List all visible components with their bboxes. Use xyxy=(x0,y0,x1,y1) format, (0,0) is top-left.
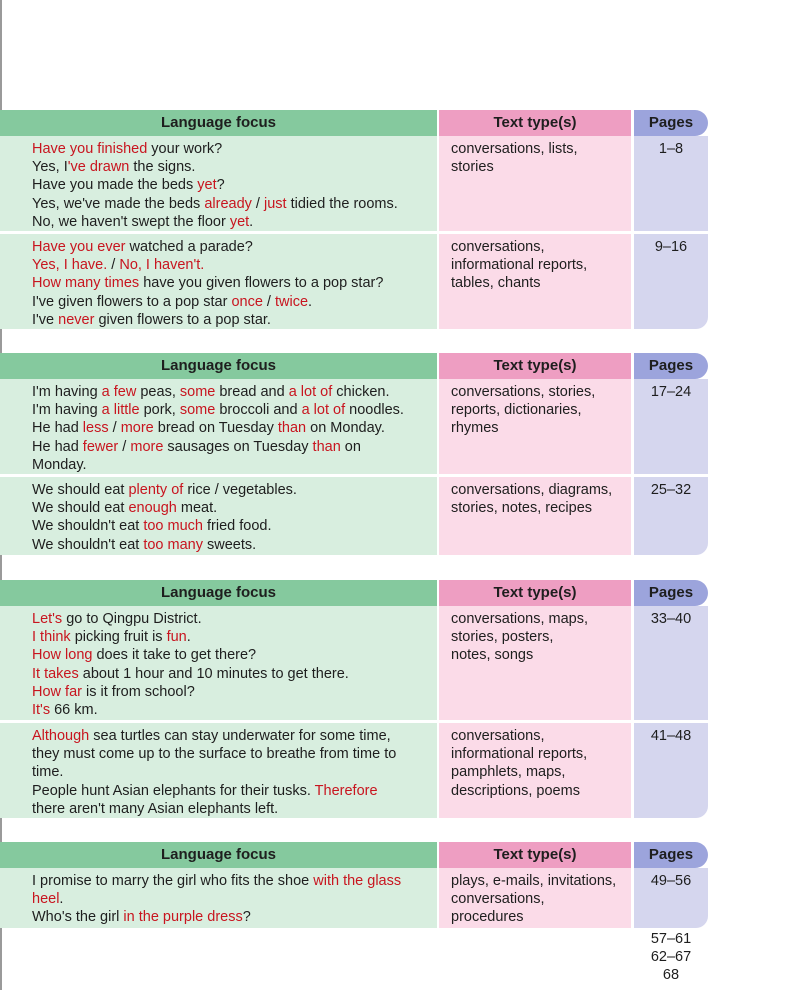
text-types-cell xyxy=(439,868,631,928)
table-row xyxy=(0,868,708,928)
plain-text: No, we haven't swept the floor xyxy=(32,213,230,230)
plain-text: ? xyxy=(216,177,225,194)
focus-line xyxy=(32,274,433,292)
focus-line xyxy=(32,438,433,456)
focus-line xyxy=(32,401,433,419)
focus-line xyxy=(32,238,433,256)
plain-text: on Monday. xyxy=(306,420,385,437)
highlighted-phrase: less xyxy=(82,420,109,437)
highlighted-phrase: Although xyxy=(32,728,90,744)
focus-line xyxy=(32,890,433,908)
text-type-line: descriptions, poems xyxy=(451,782,580,799)
text-types-cell xyxy=(439,234,631,329)
pages-cell: 41–48 xyxy=(634,723,708,818)
highlighted-phrase: How far xyxy=(32,683,82,700)
header-pages: Pages xyxy=(634,110,708,136)
plain-text: / xyxy=(108,420,121,437)
plain-text: We should eat xyxy=(32,482,129,498)
plain-text: bread on Tuesday xyxy=(153,420,278,437)
text-type-line: informational reports, xyxy=(451,257,588,274)
focus-line xyxy=(32,628,433,646)
language-focus-cell xyxy=(0,234,437,329)
highlighted-phrase: I think xyxy=(32,629,71,646)
focus-line xyxy=(32,872,433,890)
language-focus-cell xyxy=(0,606,437,720)
plain-text: We shouldn't eat xyxy=(32,518,144,535)
highlighted-phrase: 've drawn xyxy=(67,159,130,176)
focus-line xyxy=(32,800,433,818)
table-header xyxy=(0,580,708,606)
pages-cell: 9–16 xyxy=(634,234,708,329)
highlighted-phrase: more xyxy=(120,420,154,437)
extra-pages xyxy=(634,930,708,984)
highlighted-phrase: once xyxy=(231,293,263,310)
text-types-cell xyxy=(439,136,631,231)
plain-text: / xyxy=(118,438,131,455)
highlighted-phrase: plenty of xyxy=(128,482,184,498)
highlighted-phrase: some xyxy=(179,384,216,400)
focus-line xyxy=(32,683,433,701)
focus-line xyxy=(32,763,433,781)
table-header xyxy=(0,353,708,379)
plain-text: Yes, I xyxy=(32,159,68,176)
plain-text: tidied the rooms. xyxy=(286,195,398,212)
focus-line xyxy=(32,517,433,535)
plain-text: meat. xyxy=(176,500,218,517)
highlighted-phrase: never xyxy=(58,311,95,328)
focus-line xyxy=(32,311,433,329)
plain-text: / xyxy=(107,257,120,274)
text-type-line: conversations, lists, xyxy=(451,141,578,157)
text-type-line: conversations, xyxy=(451,891,545,908)
plain-text: He had xyxy=(32,420,83,437)
plain-text: We should eat xyxy=(32,500,129,517)
header-text-types: Text type(s) xyxy=(439,842,631,868)
header-text-types: Text type(s) xyxy=(439,580,631,606)
plain-text: on xyxy=(340,438,361,455)
language-focus-cell xyxy=(0,379,437,474)
highlighted-phrase: in the purple dress xyxy=(123,909,243,926)
pages-cell: 25–32 xyxy=(634,477,708,555)
highlighted-phrase: enough xyxy=(128,500,177,517)
plain-text: sweets. xyxy=(202,536,257,553)
header-pages: Pages xyxy=(634,353,708,379)
extra-pages-item: 68 xyxy=(662,967,680,983)
text-type-line: tables, chants xyxy=(451,275,541,292)
focus-line xyxy=(32,158,433,176)
plain-text: Have you made the beds xyxy=(32,177,198,194)
text-type-line: stories xyxy=(451,159,494,176)
plain-text: they must come up to the surface to breathe from time to xyxy=(32,746,397,763)
pages-cell: 49–56 xyxy=(634,868,708,928)
text-types-cell xyxy=(439,723,631,818)
plain-text: rice / vegetables. xyxy=(183,482,297,498)
highlighted-phrase: than xyxy=(312,438,341,455)
plain-text: . xyxy=(308,293,313,310)
table-row xyxy=(0,136,708,231)
text-type-line: plays, e-mails, invitations, xyxy=(451,873,617,889)
header-language-focus: Language focus xyxy=(0,842,437,868)
pages-cell: 17–24 xyxy=(634,379,708,474)
focus-line xyxy=(32,610,433,628)
plain-text: have you given flowers to a pop star? xyxy=(139,275,384,292)
highlighted-phrase: a lot of xyxy=(301,402,346,419)
highlighted-phrase: twice xyxy=(274,293,309,310)
header-text-types: Text type(s) xyxy=(439,353,631,379)
plain-text: . xyxy=(249,213,254,230)
plain-text: sea turtles can stay underwater for some time, xyxy=(89,728,391,744)
highlighted-phrase: Have you xyxy=(32,141,94,157)
table-row xyxy=(0,477,708,555)
plain-text: does it take to get there? xyxy=(92,647,257,664)
language-focus-cell xyxy=(0,477,437,555)
text-type-line: rhymes xyxy=(451,420,499,437)
header-language-focus: Language focus xyxy=(0,580,437,606)
header-language-focus: Language focus xyxy=(0,353,437,379)
plain-text: Who's the girl xyxy=(32,909,124,926)
text-type-line: pamphlets, maps, xyxy=(451,764,566,781)
plain-text: I'm having xyxy=(32,384,102,400)
plain-text: your work? xyxy=(147,141,223,157)
highlighted-phrase: a few xyxy=(101,384,137,400)
table-row xyxy=(0,234,708,329)
focus-line xyxy=(32,536,433,554)
text-type-line: conversations, xyxy=(451,728,545,744)
text-type-line: stories, notes, recipes xyxy=(451,500,593,517)
text-type-line: informational reports, xyxy=(451,746,588,763)
plain-text: / xyxy=(251,195,264,212)
highlighted-phrase: already xyxy=(204,195,252,212)
plain-text: fried food. xyxy=(202,518,272,535)
highlighted-phrase: Yes, I have. xyxy=(32,257,108,274)
highlighted-phrase: too much xyxy=(143,518,203,535)
extra-pages-item: 62–67 xyxy=(650,949,692,965)
highlighted-phrase: heel xyxy=(32,891,60,908)
focus-line xyxy=(32,419,433,437)
plain-text: ? xyxy=(242,909,251,926)
header-pages: Pages xyxy=(634,842,708,868)
text-types-cell xyxy=(439,477,631,555)
focus-line xyxy=(32,213,433,231)
highlighted-phrase: a little xyxy=(101,402,140,419)
plain-text: there aren't many Asian elephants left. xyxy=(32,800,279,817)
extra-pages-item: 57–61 xyxy=(650,931,692,947)
plain-text: People hunt Asian elephants for their tusks. xyxy=(32,782,315,799)
table-header xyxy=(0,842,708,868)
focus-line xyxy=(32,646,433,664)
plain-text: . xyxy=(186,629,191,646)
plain-text: the signs. xyxy=(129,159,196,176)
plain-text: Yes, we've made the beds xyxy=(32,195,205,212)
focus-line xyxy=(32,456,433,474)
header-pages: Pages xyxy=(634,580,708,606)
highlighted-phrase: than xyxy=(277,420,307,437)
text-type-line: notes, songs xyxy=(451,647,534,664)
highlighted-phrase: No, I haven't. xyxy=(119,257,205,274)
header-text-types: Text type(s) xyxy=(439,110,631,136)
highlighted-phrase: with the glass xyxy=(313,873,402,889)
language-focus-cell xyxy=(0,723,437,818)
language-focus-cell xyxy=(0,136,437,231)
plain-text: broccoli and xyxy=(215,402,302,419)
highlighted-phrase: finished xyxy=(97,141,148,157)
focus-line xyxy=(32,499,433,517)
plain-text: bread and xyxy=(215,384,289,400)
plain-text: I've xyxy=(32,311,59,328)
highlighted-phrase: It's xyxy=(32,702,51,719)
highlighted-phrase: Let's xyxy=(32,611,63,627)
unit-table-4 xyxy=(0,842,708,928)
text-type-line: stories, posters, xyxy=(451,629,554,646)
highlighted-phrase: fun xyxy=(166,629,187,646)
plain-text: time. xyxy=(32,764,64,781)
unit-table-1 xyxy=(0,110,708,329)
pages-cell: 33–40 xyxy=(634,606,708,720)
highlighted-phrase: too many xyxy=(143,536,203,553)
focus-line xyxy=(32,701,433,719)
table-header xyxy=(0,110,708,136)
highlighted-phrase: yet xyxy=(229,213,250,230)
focus-line xyxy=(32,176,433,194)
focus-line xyxy=(32,727,433,745)
focus-line xyxy=(32,383,433,401)
table-row xyxy=(0,379,708,474)
text-type-line: conversations, diagrams, xyxy=(451,482,613,498)
plain-text: watched a parade? xyxy=(125,239,253,255)
plain-text: chicken. xyxy=(332,384,390,400)
plain-text: picking fruit is xyxy=(70,629,167,646)
highlighted-phrase: yet xyxy=(197,177,217,194)
pages-cell: 1–8 xyxy=(634,136,708,231)
highlighted-phrase: How long xyxy=(32,647,93,664)
plain-text: We shouldn't eat xyxy=(32,536,144,553)
focus-line xyxy=(32,140,433,158)
highlighted-phrase: Therefore xyxy=(314,782,378,799)
language-focus-cell xyxy=(0,868,437,928)
plain-text: / xyxy=(262,293,275,310)
plain-text: . xyxy=(59,891,64,908)
focus-line xyxy=(32,256,433,274)
text-types-cell xyxy=(439,379,631,474)
plain-text: I'm having xyxy=(32,402,102,419)
highlighted-phrase: a lot of xyxy=(288,384,333,400)
plain-text: go to Qingpu District. xyxy=(62,611,202,627)
header-language-focus: Language focus xyxy=(0,110,437,136)
highlighted-phrase: It takes xyxy=(32,665,79,682)
text-type-line: reports, dictionaries, xyxy=(451,402,582,419)
text-type-line: conversations, maps, xyxy=(451,611,589,627)
plain-text: pork, xyxy=(139,402,180,419)
highlighted-phrase: Have you ever xyxy=(32,239,126,255)
unit-table-3 xyxy=(0,580,708,818)
highlighted-phrase: just xyxy=(263,195,287,212)
text-type-line: conversations, xyxy=(451,239,545,255)
focus-line xyxy=(32,782,433,800)
plain-text: sausages on Tuesday xyxy=(163,438,313,455)
plain-text: He had xyxy=(32,438,83,455)
highlighted-phrase: some xyxy=(179,402,216,419)
plain-text: Monday. xyxy=(32,456,87,473)
text-type-line: conversations, stories, xyxy=(451,384,596,400)
focus-line xyxy=(32,908,433,926)
text-type-line: procedures xyxy=(451,909,524,926)
highlighted-phrase: How many times xyxy=(32,275,140,292)
plain-text: peas, xyxy=(136,384,180,400)
plain-text: I promise to marry the girl who fits the shoe xyxy=(32,873,314,889)
highlighted-phrase: more xyxy=(130,438,164,455)
plain-text: about 1 hour and 10 minutes to get there. xyxy=(78,665,349,682)
table-row xyxy=(0,723,708,818)
plain-text: 66 km. xyxy=(50,702,98,719)
focus-line xyxy=(32,293,433,311)
unit-table-2 xyxy=(0,353,708,555)
plain-text: noodles. xyxy=(345,402,404,419)
focus-line xyxy=(32,481,433,499)
plain-text: I've given flowers to a pop star xyxy=(32,293,232,310)
focus-line xyxy=(32,665,433,683)
highlighted-phrase: fewer xyxy=(82,438,119,455)
focus-line xyxy=(32,195,433,213)
plain-text: given flowers to a pop star. xyxy=(94,311,271,328)
focus-line xyxy=(32,745,433,763)
table-row xyxy=(0,606,708,720)
text-types-cell xyxy=(439,606,631,720)
plain-text: is it from school? xyxy=(81,683,195,700)
